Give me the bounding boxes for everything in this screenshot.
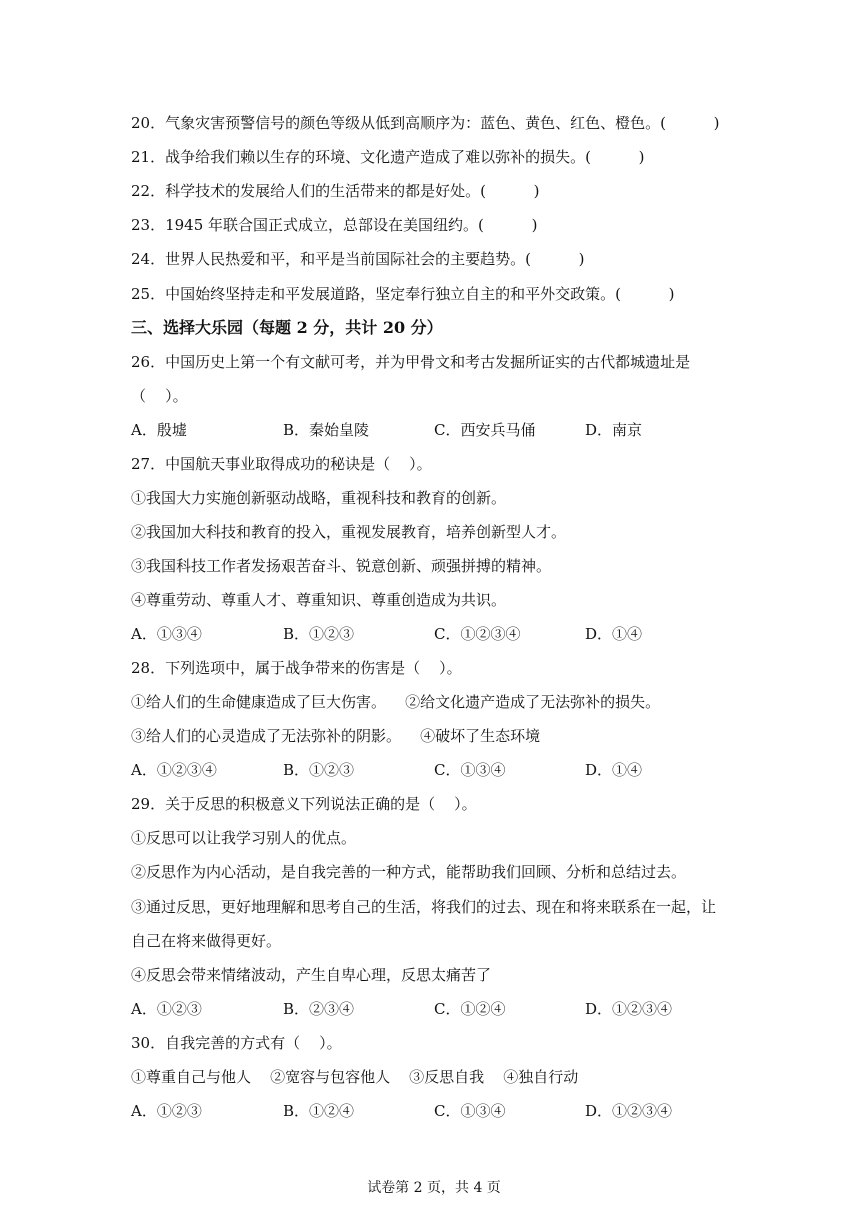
q28-items-3-4: ③给人们的心灵造成了无法弥补的阴影。 ④破坏了生态环境	[131, 727, 541, 745]
q29-item-3: ③通过反思，更好地理解和思考自己的生活，将我们的过去、现在和将来联系在一起，让	[131, 898, 717, 916]
question-30-stem: 30．自我完善的方式有（ ）。	[131, 1034, 342, 1052]
question-24: 24．世界人民热爱和平，和平是当前国际社会的主要趋势。( )	[131, 250, 585, 268]
q30-option-a: A．①②③	[131, 1102, 202, 1120]
q27-option-b: B．①②③	[283, 625, 355, 643]
question-25: 25．中国始终坚持走和平发展道路，坚定奉行独立自主的和平外交政策。( )	[131, 285, 675, 303]
q30-items: ①尊重自己与他人 ②宽容与包容他人 ③反思自我 ④独自行动	[131, 1068, 579, 1086]
q29-option-a: A．①②③	[131, 1000, 202, 1018]
q29-item-3-cont: 自己在将来做得更好。	[131, 932, 282, 950]
q29-option-b: B．②③④	[283, 1000, 355, 1018]
question-28-stem: 28．下列选项中，属于战争带来的伤害是（ ）。	[131, 659, 462, 677]
q28-option-d: D．①④	[585, 761, 643, 779]
q26-option-d: D．南京	[585, 421, 643, 439]
question-29-stem: 29．关于反思的积极意义下列说法正确的是（ ）。	[131, 795, 477, 813]
q30-option-d: D．①②③④	[585, 1102, 673, 1120]
q29-option-c: C．①②④	[434, 1000, 506, 1018]
q27-item-3: ③我国科技工作者发扬艰苦奋斗、锐意创新、顽强拼搏的精神。	[131, 557, 552, 575]
q28-option-b: B．①②③	[283, 761, 355, 779]
q28-items-1-2: ①给人们的生命健康造成了巨大伤害。 ②给文化遗产造成了无法弥补的损失。	[131, 693, 661, 711]
question-23: 23．1945 年联合国正式成立，总部设在美国纽约。( )	[131, 216, 538, 234]
question-26-stem: 26．中国历史上第一个有文献可考，并为甲骨文和考古发掘所证实的古代都城遗址是	[131, 353, 691, 371]
q28-option-a: A．①②③④	[131, 761, 217, 779]
q26-option-a: A．殷墟	[131, 421, 187, 439]
q26-option-b: B．秦始皇陵	[283, 421, 370, 439]
q30-option-c: C．①③④	[434, 1102, 506, 1120]
section-3-heading: 三、选择大乐园（每题 2 分，共计 20 分）	[131, 318, 443, 337]
q27-item-1: ①我国大力实施创新驱动战略，重视科技和教育的创新。	[131, 489, 507, 507]
q27-option-c: C．①②③④	[434, 625, 521, 643]
q29-item-2: ②反思作为内心活动，是自我完善的一种方式，能帮助我们回顾、分析和总结过去。	[131, 863, 687, 881]
q27-item-2: ②我国加大科技和教育的投入，重视发展教育，培养创新型人才。	[131, 523, 567, 541]
question-22: 22．科学技术的发展给人们的生活带来的都是好处。( )	[131, 182, 540, 200]
q29-item-4: ④反思会带来情绪波动，产生自卑心理，反思太痛苦了	[131, 966, 492, 984]
q27-option-d: D．①④	[585, 625, 643, 643]
q29-item-1: ①反思可以让我学习别人的优点。	[131, 829, 357, 847]
q28-option-c: C．①③④	[434, 761, 506, 779]
question-27-stem: 27．中国航天事业取得成功的秘诀是（ ）。	[131, 455, 432, 473]
q30-option-b: B．①②④	[283, 1102, 355, 1120]
question-20: 20．气象灾害预警信号的颜色等级从低到高顺序为：蓝色、黄色、红色、橙色。( )	[131, 114, 720, 132]
question-26-stem-cont: （ ）。	[131, 387, 188, 405]
page-footer: 试卷第 2 页，共 4 页	[367, 1180, 501, 1196]
question-21: 21．战争给我们赖以生存的环境、文化遗产造成了难以弥补的损失。( )	[131, 148, 645, 166]
q27-option-a: A．①③④	[131, 625, 202, 643]
q27-item-4: ④尊重劳动、尊重人才、尊重知识、尊重创造成为共识。	[131, 591, 507, 609]
q26-option-c: C．西安兵马俑	[434, 421, 536, 439]
q29-option-d: D．①②③④	[585, 1000, 673, 1018]
